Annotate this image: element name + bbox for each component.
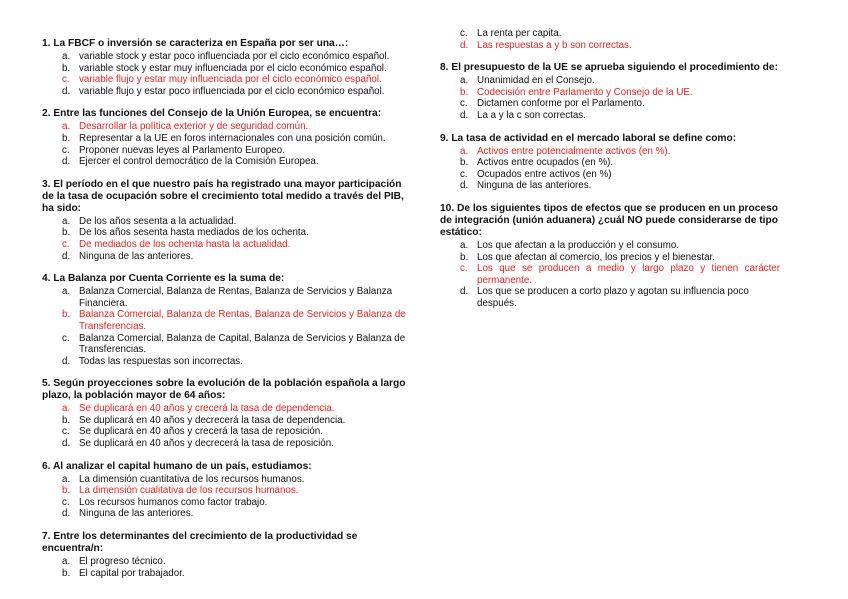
answer-option	[42, 51, 412, 63]
option-text: Activos entre ocupados (en %).	[477, 157, 614, 169]
option-letter: c.	[62, 426, 70, 438]
option-text: variable stock y estar muy influenciada por el ciclo económico español.	[79, 62, 387, 74]
question-title: 9. La tasa de actividad en el mercado laboral se define como:	[440, 132, 737, 144]
answer-options	[42, 51, 412, 97]
option-letter: c.	[62, 144, 70, 156]
option-letter: b.	[460, 251, 469, 263]
question-block	[42, 108, 412, 167]
option-text: variable flujo y estar poco influenciada por el ciclo económico español.	[79, 85, 385, 97]
answer-option	[42, 63, 412, 75]
answer-option	[42, 474, 412, 486]
option-text: Ocupados entre activos (en %)	[477, 168, 612, 180]
answer-option	[42, 251, 412, 263]
answer-option	[42, 216, 412, 228]
answer-option-correct	[440, 263, 780, 286]
answer-option	[42, 497, 412, 509]
answer-option	[440, 110, 780, 122]
option-text: Unanimidad en el Consejo.	[477, 75, 595, 87]
option-text: Las respuestas a y b son correctas.	[477, 39, 632, 51]
option-letter: c.	[62, 332, 70, 344]
answer-option	[42, 133, 412, 145]
option-letter: b.	[62, 227, 71, 239]
option-text: De los años sesenta hasta mediados de los ochenta.	[79, 227, 309, 239]
option-text: Los que se producen a corto plazo y agotan su influencia poco después.	[477, 286, 749, 309]
question-block	[42, 461, 412, 520]
answer-option	[440, 75, 780, 87]
option-letter: d.	[460, 180, 469, 192]
answer-option	[42, 286, 412, 309]
question-title: 2. Entre las funciones del Consejo de la Unión Europea, se encuentra:	[42, 108, 382, 120]
answer-option	[440, 240, 780, 252]
option-text: variable flujo y estar muy influenciada por el ciclo económico español.	[79, 74, 382, 86]
answer-options	[42, 216, 412, 262]
question-block	[42, 531, 412, 579]
option-text: Ninguna de las anteriores.	[79, 508, 194, 520]
answer-option	[42, 156, 412, 168]
option-letter: a.	[62, 556, 71, 568]
option-text: Se duplicará en 40 años y decrecerá la tasa de dependencia.	[79, 414, 346, 426]
option-text: Proponer nuevas leyes al Parlamento Europeo.	[79, 144, 285, 156]
answer-option	[42, 556, 412, 568]
option-letter: c.	[460, 168, 468, 180]
option-text: Ejercer el control democrático de la Comisión Europea.	[79, 156, 319, 168]
question-title: 6. Al analizar el capital humano de un país, estudiamos:	[42, 460, 312, 472]
question-title: 7. Entre los determinantes del crecimiento de la productividad se encuentra/n:	[42, 531, 358, 555]
option-letter: a.	[62, 215, 71, 227]
option-letter: b.	[460, 86, 469, 98]
answer-option	[440, 157, 780, 169]
answer-option	[42, 86, 412, 98]
option-text: Se duplicará en 40 años y decrecerá la tasa de reposición.	[79, 438, 334, 450]
option-text: Dictamen conforme por el Parlamento.	[477, 98, 645, 110]
option-text: El progreso técnico.	[79, 556, 166, 568]
option-text: Todas las respuestas son incorrectas.	[79, 355, 243, 367]
question-title: 5. Según proyecciones sobre la evolución de la población española a largo plazo, la población mayor de 64 años:	[42, 378, 406, 402]
option-text: El capital por trabajador.	[79, 567, 185, 579]
question-7-continuation	[440, 28, 780, 51]
option-letter: c.	[62, 74, 70, 86]
option-letter: c.	[62, 238, 70, 250]
answer-option	[42, 568, 412, 580]
option-letter: d.	[62, 85, 71, 97]
right-column	[440, 28, 780, 321]
option-letter: a.	[460, 239, 469, 251]
answer-option-correct	[440, 146, 780, 158]
option-text: La renta per capita.	[477, 28, 562, 39]
question-block	[440, 62, 780, 121]
question-title: 10. De los siguientes tipos de efectos que se producen en un proceso de integración (unión aduanera) ¿cuál NO puede considerarse de tipo estático:	[440, 202, 778, 238]
option-letter: d.	[62, 156, 71, 168]
option-letter: a.	[62, 403, 71, 415]
answer-option	[440, 98, 780, 110]
option-letter: d.	[62, 508, 71, 520]
answer-option	[42, 227, 412, 239]
option-letter: c.	[460, 28, 468, 39]
answer-option-correct	[440, 40, 780, 52]
answer-options	[42, 121, 412, 167]
option-letter: b.	[62, 309, 71, 321]
option-letter: d.	[460, 286, 469, 298]
answer-option	[440, 286, 780, 309]
option-text: Balanza Comercial, Balanza de Capital, Balanza de Servicios y Balanza de Transferencias.	[79, 332, 406, 356]
answer-option	[42, 145, 412, 157]
answer-option	[42, 508, 412, 520]
option-text: Desarrollar la política exterior y de seguridad común.	[79, 121, 309, 133]
option-text: Balanza Comercial, Balanza de Rentas, Balanza de Servicios y Balanza de Transferencias.	[79, 309, 406, 332]
option-letter: d.	[460, 39, 469, 51]
option-letter: a.	[62, 121, 71, 133]
option-letter: c.	[62, 496, 70, 508]
option-text: Los que se producen a medio y largo plazo y tienen carácter permanente.	[477, 263, 780, 286]
answer-options	[440, 240, 780, 310]
option-text: Balanza Comercial, Balanza de Rentas, Balanza de Servicios y Balanza Financiera.	[79, 286, 393, 309]
answer-option-correct	[42, 121, 412, 133]
option-letter: d.	[62, 250, 71, 262]
option-text: La dimensión cuantitativa de los recursos humanos.	[79, 473, 305, 485]
option-letter: b.	[62, 414, 71, 426]
option-text: variable stock y estar poco influenciada por el ciclo económico español.	[79, 51, 390, 62]
answer-option	[42, 426, 412, 438]
answer-options	[42, 474, 412, 520]
option-text: La dimensión cualitativa de los recursos humanos.	[79, 485, 299, 497]
answer-options	[440, 75, 780, 121]
option-letter: a.	[460, 75, 469, 87]
answer-option-correct	[42, 239, 412, 251]
option-text: Se duplicará en 40 años y crecerá la tasa de dependencia.	[79, 403, 335, 415]
answer-options	[42, 286, 412, 367]
answer-option	[42, 333, 412, 356]
left-column	[42, 38, 412, 590]
answer-option-correct	[42, 74, 412, 86]
question-title: 4. La Balanza por Cuenta Corriente es la suma de:	[42, 273, 285, 285]
question-block	[42, 378, 412, 449]
option-text: Activos entre potencialmente activos (en %).	[477, 145, 671, 157]
option-text: De mediados de los ochenta hasta la actualidad.	[79, 238, 291, 250]
question-block	[440, 133, 780, 192]
option-text: De los años sesenta a la actualidad.	[79, 215, 237, 227]
question-title: 8. El presupuesto de la UE se aprueba siguiendo el procedimiento de:	[440, 62, 778, 74]
answer-option	[440, 28, 780, 40]
answer-option-correct	[42, 403, 412, 415]
answer-option	[440, 169, 780, 181]
answer-options	[42, 403, 412, 449]
option-letter: b.	[62, 485, 71, 497]
option-letter: a.	[460, 145, 469, 157]
option-letter: a.	[62, 473, 71, 485]
question-title: 1. La FBCF o inversión se caracteriza en España por ser una…:	[42, 38, 349, 49]
answer-options	[440, 146, 780, 192]
question-block	[440, 203, 780, 310]
option-text: Representar a la UE en foros internacionales con una posición común.	[79, 132, 386, 144]
option-letter: b.	[62, 132, 71, 144]
question-title: 3. El período en el que nuestro país ha registrado una mayor participación de la tasa de ocupación sobre el crecimiento total medido a través del PIB, ha sido:	[42, 178, 404, 214]
option-letter: a.	[62, 286, 71, 298]
option-text: Codecisión entre Parlamento y Consejo de la UE.	[477, 86, 693, 98]
answer-option	[42, 438, 412, 450]
option-text: Los que afectan a la producción y el consumo.	[477, 239, 680, 251]
option-letter: d.	[62, 355, 71, 367]
option-text: La a y la c son correctas.	[477, 109, 586, 121]
option-letter: d.	[460, 109, 469, 121]
question-block	[42, 179, 412, 262]
option-letter: c.	[460, 98, 468, 110]
option-text: Los que afectan al comercio, los precios y el bienestar.	[477, 251, 715, 263]
option-letter: c.	[460, 263, 468, 275]
answer-option	[42, 356, 412, 368]
option-text: Ninguna de las anteriores.	[79, 250, 194, 262]
answer-option	[440, 252, 780, 264]
option-text: Se duplicará en 40 años y crecerá la tasa de reposición.	[79, 426, 323, 438]
question-block	[42, 273, 412, 367]
answer-option	[42, 415, 412, 427]
answer-option	[440, 180, 780, 192]
option-letter: d.	[62, 438, 71, 450]
option-letter: b.	[62, 567, 71, 579]
answer-options	[42, 556, 412, 579]
answer-option-correct	[440, 87, 780, 99]
question-block	[42, 38, 412, 97]
answer-option-correct	[42, 485, 412, 497]
option-letter: a.	[62, 51, 71, 62]
option-text: Ninguna de las anteriores.	[477, 180, 592, 192]
answer-option-correct	[42, 309, 412, 332]
option-text: Los recursos humanos como factor trabajo.	[79, 496, 268, 508]
option-letter: b.	[460, 157, 469, 169]
option-letter: b.	[62, 62, 71, 74]
